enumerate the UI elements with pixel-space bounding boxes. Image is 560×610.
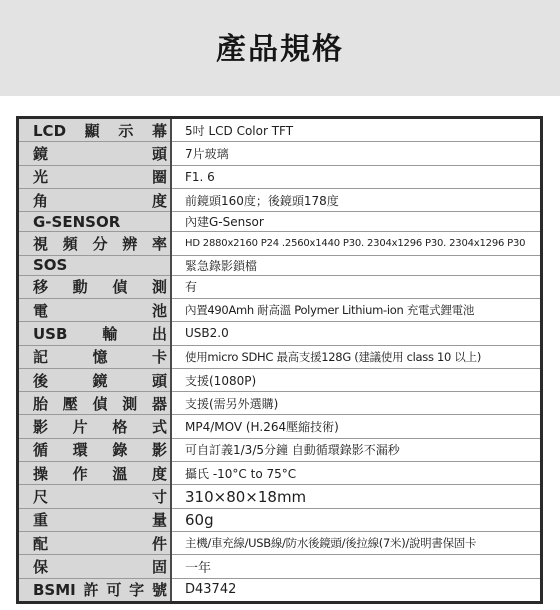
spec-row-lcd [19, 119, 540, 142]
spec-row-format [19, 415, 540, 438]
spec-label: SOS [19, 255, 171, 275]
spec-row-rear-lens [19, 368, 540, 391]
spec-row-memory [19, 345, 540, 368]
spec-value: 支援(需另外選購) [171, 392, 540, 415]
spec-row-tpms [19, 392, 540, 415]
spec-row-angle [19, 188, 540, 211]
spec-label: USB輸出 [19, 322, 171, 345]
spec-table [16, 116, 543, 604]
spec-row-size [19, 485, 540, 508]
spec-value: 310×80×18mm [171, 485, 540, 508]
page-title: 產品規格 [216, 32, 344, 67]
spec-label: 重量 [19, 508, 171, 531]
spec-row-sos [19, 255, 540, 275]
spec-label: 配件 [19, 531, 171, 554]
spec-row-bsmi [19, 578, 540, 601]
spec-value: D43742 [171, 578, 540, 601]
spec-value: F1. 6 [171, 165, 540, 188]
spec-row-loop [19, 438, 540, 461]
spec-label: 保固 [19, 555, 171, 578]
spec-label: 移動偵測 [19, 275, 171, 298]
spec-row-weight [19, 508, 540, 531]
spec-value: 前鏡頭160度；後鏡頭178度 [171, 188, 540, 211]
spec-value: 7片玻璃 [171, 142, 540, 165]
spec-value: 緊急錄影鎖檔 [171, 255, 540, 275]
spec-value: 一年 [171, 555, 540, 578]
spec-row-accessories [19, 531, 540, 554]
spec-label: 角度 [19, 188, 171, 211]
spec-label: LCD顯示幕 [19, 119, 171, 142]
spec-value: 內建G-Sensor [171, 212, 540, 232]
header-banner [0, 0, 560, 96]
spec-value: 使用micro SDHC 最高支援128G (建議使用 class 10 以上) [171, 345, 540, 368]
spec-label: 光圈 [19, 165, 171, 188]
spec-row-motion [19, 275, 540, 298]
spec-row-aperture [19, 165, 540, 188]
spec-label: 胎壓偵測器 [19, 392, 171, 415]
spec-value: 5吋 LCD Color TFT [171, 119, 540, 142]
spec-value: 支援(1080P) [171, 368, 540, 391]
spec-row-usb [19, 322, 540, 345]
spec-value: 60g [171, 508, 540, 531]
spec-value: HD 2880x2160 P24 .2560x1440 P30. 2304x1296 P30. 2304x1296 P30 [171, 232, 540, 255]
spec-value: 攝氏 -10°C to 75°C [171, 462, 540, 485]
spec-value: 有 [171, 275, 540, 298]
spec-label: 後鏡頭 [19, 368, 171, 391]
spec-label: 操作溫度 [19, 462, 171, 485]
spec-value: 內置490Amh 耐高溫 Polymer Lithium-ion 充電式鋰電池 [171, 299, 540, 322]
spec-label: 電池 [19, 299, 171, 322]
spec-row-warranty [19, 555, 540, 578]
spec-label: 視頻分辨率 [19, 232, 171, 255]
spec-label: 鏡頭 [19, 142, 171, 165]
spec-row-lens [19, 142, 540, 165]
spec-value: 可自訂義1/3/5分鐘 自動循環錄影不漏秒 [171, 438, 540, 461]
spec-label: 循環錄影 [19, 438, 171, 461]
spec-label: 尺寸 [19, 485, 171, 508]
spec-label: 記憶卡 [19, 345, 171, 368]
spec-value: 主機/車充線/USB線/防水後鏡頭/後拉線(7米)/說明書保固卡 [171, 531, 540, 554]
spec-label: G-SENSOR [19, 212, 171, 232]
spec-row-temperature [19, 462, 540, 485]
spec-row-battery [19, 299, 540, 322]
spec-value: USB2.0 [171, 322, 540, 345]
spec-row-gsensor [19, 212, 540, 232]
spec-value: MP4/MOV (H.264壓縮技術) [171, 415, 540, 438]
spec-row-resolution [19, 232, 540, 255]
spec-label: 影片格式 [19, 415, 171, 438]
spec-label: BSMI許可字號 [19, 578, 171, 601]
